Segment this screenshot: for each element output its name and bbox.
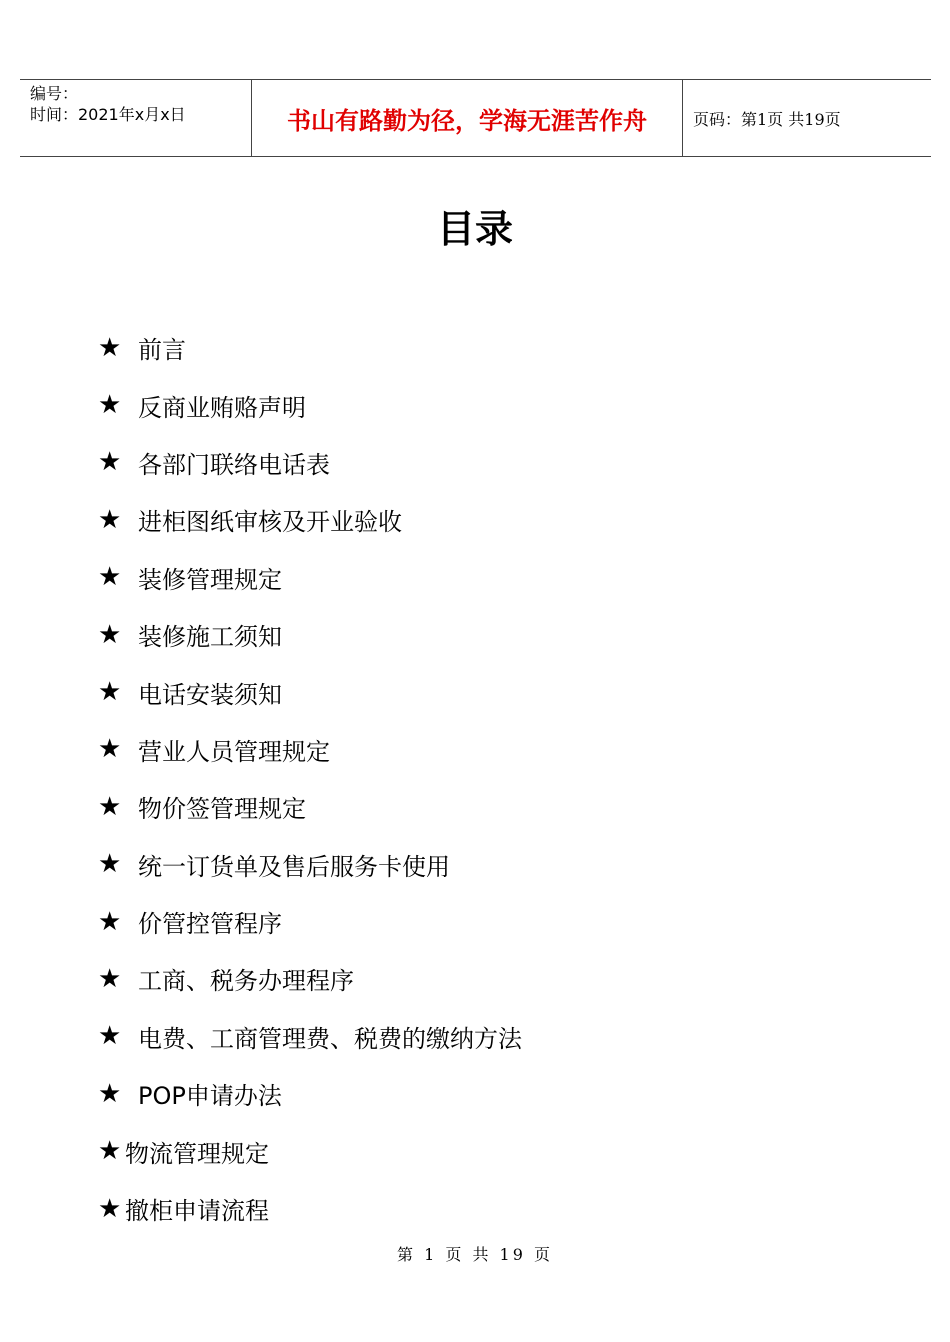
toc-item[interactable] — [98, 836, 522, 893]
toc-item[interactable] — [98, 549, 522, 606]
star-icon: ★ — [98, 390, 122, 421]
toc-item[interactable] — [98, 376, 522, 433]
toc-item[interactable] — [98, 606, 522, 663]
header-motto-cell — [252, 80, 683, 156]
toc-item-label: 进柜图纸审核及开业验收 — [138, 508, 402, 537]
toc-item-label: 价管控管程序 — [138, 910, 282, 939]
toc-item-label: POP申请办法 — [138, 1082, 282, 1111]
star-icon: ★ — [98, 504, 122, 535]
star-icon: ★ — [98, 1136, 122, 1167]
header-page-info — [683, 80, 931, 156]
time-label: 时间：2021年x月x日 — [30, 105, 186, 124]
toc-item-label: 各部门联络电话表 — [138, 450, 330, 479]
star-icon: ★ — [98, 734, 122, 765]
star-icon: ★ — [98, 619, 122, 650]
star-icon: ★ — [98, 1021, 122, 1052]
toc-item[interactable] — [98, 1180, 522, 1237]
toc-item[interactable] — [98, 491, 522, 548]
toc-item-label: 撤柜申请流程 — [125, 1197, 269, 1226]
star-icon: ★ — [98, 562, 122, 593]
toc-item-label: 反商业贿赂声明 — [138, 393, 306, 422]
toc-item[interactable] — [98, 1122, 522, 1179]
page-title: 目录 — [436, 206, 513, 251]
motto-text: 书山有路勤为径，学海无涯苦作舟 — [287, 105, 647, 135]
page-info-text: 页码：第1页 共19页 — [693, 109, 841, 129]
star-icon: ★ — [98, 447, 122, 478]
toc-item[interactable] — [98, 319, 522, 376]
toc-item[interactable] — [98, 1008, 522, 1065]
toc-item-label: 前言 — [138, 336, 186, 365]
header-meta — [20, 80, 252, 156]
star-icon: ★ — [98, 791, 122, 822]
toc-item[interactable] — [98, 1065, 522, 1122]
star-icon: ★ — [98, 677, 122, 708]
toc-item-label: 营业人员管理规定 — [138, 737, 330, 766]
star-icon: ★ — [98, 1193, 122, 1224]
toc-item-label: 装修施工须知 — [138, 623, 282, 652]
toc-item-label: 物流管理规定 — [125, 1139, 269, 1168]
toc-item[interactable] — [98, 434, 522, 491]
star-icon: ★ — [98, 849, 122, 880]
star-icon: ★ — [98, 906, 122, 937]
document-header — [20, 79, 931, 157]
toc-item-label: 物价签管理规定 — [138, 795, 306, 824]
star-icon: ★ — [98, 332, 122, 363]
toc-item-label: 电费、工商管理费、税费的缴纳方法 — [138, 1024, 522, 1053]
toc-item[interactable] — [98, 778, 522, 835]
toc-item[interactable] — [98, 893, 522, 950]
page-footer: 第 1 页 共 19 页 — [397, 1245, 553, 1264]
toc-item-label: 装修管理规定 — [138, 565, 282, 594]
toc-item[interactable] — [98, 663, 522, 720]
toc-item-label: 统一订货单及售后服务卡使用 — [138, 852, 450, 881]
toc-item[interactable] — [98, 721, 522, 778]
toc-item-label: 工商、税务办理程序 — [138, 967, 354, 996]
toc-item-label: 电话安装须知 — [138, 680, 282, 709]
number-label: 编号： — [30, 84, 79, 103]
star-icon: ★ — [98, 963, 122, 994]
toc-item[interactable] — [98, 950, 522, 1007]
table-of-contents — [98, 319, 522, 1237]
star-icon: ★ — [98, 1078, 122, 1109]
